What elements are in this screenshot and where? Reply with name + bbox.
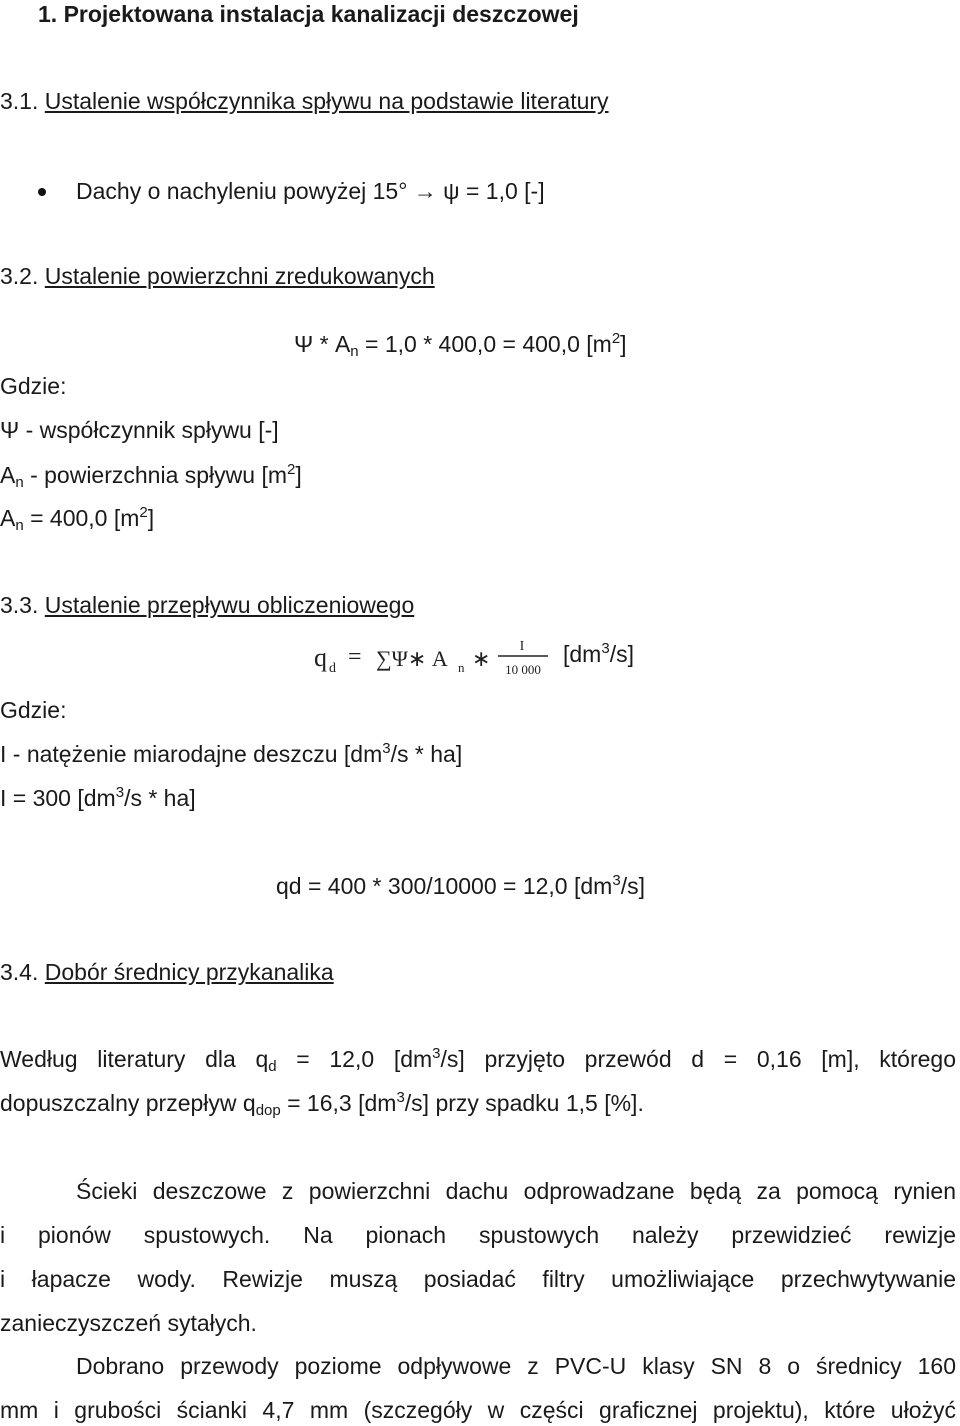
definition-psi: Ψ - współczynnik spływu [-] — [0, 417, 279, 443]
svg-text:∑Ψ∗ A: ∑Ψ∗ A — [376, 646, 448, 671]
arrow-right-icon: → — [413, 178, 437, 204]
svg-text:10 000: 10 000 — [505, 662, 541, 677]
paragraph-diameter-line-1: Według literatury dla $q_d = 12,0$ $[dm^3/s]$ przyjęto przewód d = 0,16 [m], którego — [0, 1045, 956, 1075]
formula-reduced-area: $\Psi * A_n = 1,0 * 400,0 = 400,0$ $[m^2]$ — [294, 330, 627, 360]
section-number: 3.3. — [0, 592, 45, 618]
bullet-item — [0, 177, 700, 205]
paragraph-sewage-line-1: Ścieki deszczowe z powierzchni dachu odprowadzane będą za pomocą rynien — [76, 1178, 956, 1204]
svg-text:I: I — [519, 639, 525, 654]
svg-text:=: = — [348, 644, 362, 670]
section-3-4-heading — [0, 958, 334, 986]
section-title: Ustalenie współczynnika spływu na podstawie literatury — [44, 88, 609, 114]
where-label: Gdzie: — [0, 697, 67, 723]
section-title: Ustalenie powierzchni zredukowanych — [44, 263, 435, 289]
flow-formula-image — [312, 636, 552, 680]
definition-intensity-value: I = 300 $[dm^3/s * ha]$ — [0, 784, 196, 811]
svg-text:∗: ∗ — [472, 646, 491, 671]
definition-an: $A_n$ - powierzchnia spływu $[m^2]$ — [0, 461, 302, 491]
section-number: 3.2. — [0, 263, 45, 289]
svg-text:q: q — [314, 643, 327, 672]
definition-intensity: I - natężenie miarodajne deszczu $[dm^3/s * ha]$ — [0, 740, 463, 767]
paragraph-sewage-line-2: i pionów spustowych. Na pionach spustowych należy przewidzieć rewizje — [0, 1222, 956, 1248]
paragraph-sewage-line-4: zanieczyszczeń sytałych. — [0, 1310, 257, 1336]
svg-text:n: n — [458, 660, 465, 675]
section-number: 3.4. — [0, 959, 45, 985]
section-number: 3.1. — [0, 88, 45, 114]
paragraph-diameter-line-2: dopuszczalny przepływ $q_{dop} = 16,3$ $[dm^3/s]$ przy spadku 1,5 [%]. — [0, 1089, 644, 1119]
paragraph-sewage-line-3: i łapacze wody. Rewizje muszą posiadać filtry umożliwiające przechwytywanie — [0, 1266, 956, 1292]
bullet-text: Dachy o nachyleniu powyżej 15° → ψ = 1,0 [-] — [76, 178, 545, 204]
paragraph-pipes-line-2: mm i grubości ścianki 4,7 mm (szczegóły w części graficznej projektu), które ułożyć — [0, 1397, 956, 1423]
bullet-icon — [38, 188, 46, 196]
definition-an-value: $A_n = 400,0$ $[m^2]$ — [0, 504, 155, 534]
flow-calculation: qd = 400 * 300/10000 = 12,0 $[dm^3/s]$ — [276, 872, 645, 899]
where-label: Gdzie: — [0, 373, 67, 399]
svg-text:d: d — [329, 661, 336, 676]
heading-main: 1. Projektowana instalacja kanalizacji deszczowej — [38, 1, 579, 27]
section-title: Ustalenie przepływu obliczeniowego — [44, 592, 415, 618]
section-3-2-heading — [0, 262, 435, 290]
paragraph-pipes-line-1: Dobrano przewody poziome odpływowe z PVC-U klasy SN 8 o średnicy 160 — [76, 1353, 956, 1379]
section-3-1-heading — [0, 87, 609, 115]
section-title: Dobór średnicy przykanalika — [44, 959, 334, 985]
section-3-3-heading — [0, 591, 414, 619]
flow-formula-unit: $[dm^3/s]$ — [563, 640, 634, 667]
